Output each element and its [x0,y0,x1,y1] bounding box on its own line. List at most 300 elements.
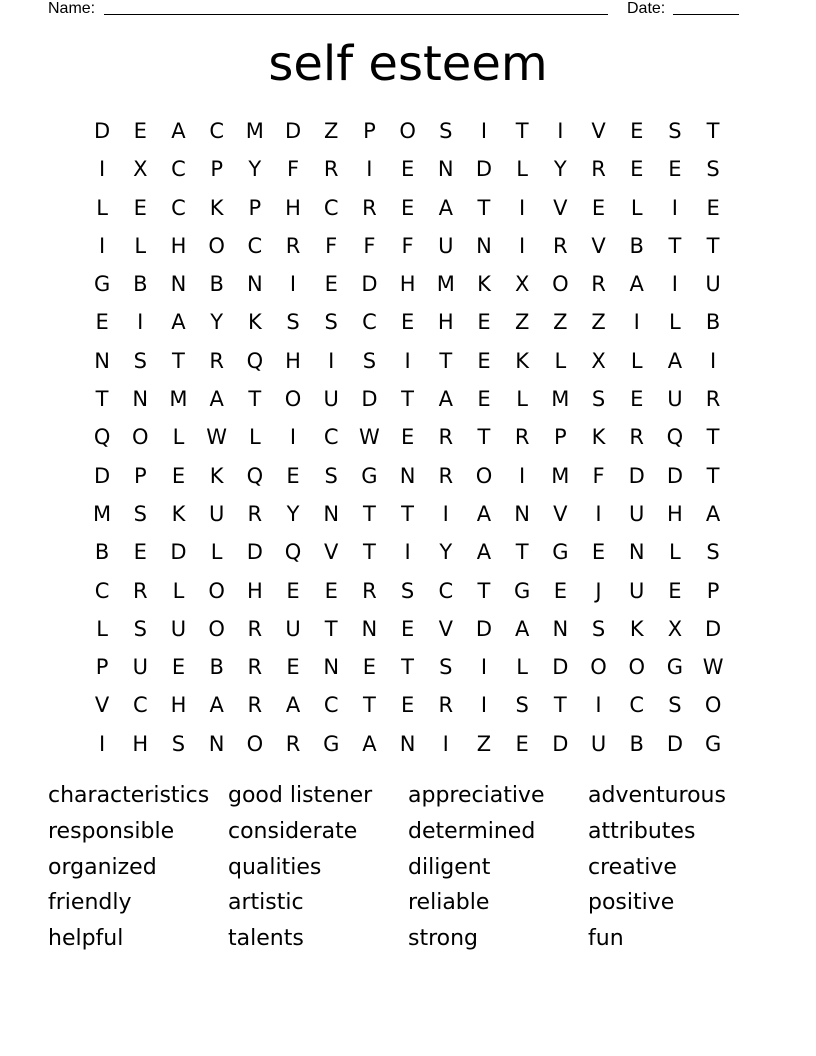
grid-letter: V [438,616,453,641]
grid-letter: M [551,387,570,412]
grid-letter: G [323,731,340,756]
grid-letter: N [514,501,531,526]
grid-letter: C [323,693,339,718]
grid-row [83,686,733,724]
grid-letter: W [359,425,380,450]
grid-letter: Y [286,501,300,526]
grid-letter: S [133,616,147,641]
grid-letter: B [629,731,644,756]
grid-letter: I [519,233,526,258]
grid-letter: E [668,157,682,182]
word-bank-item: positive [588,890,675,916]
grid-letter: S [515,693,529,718]
grid-letter: O [628,655,645,680]
grid-letter: S [133,348,147,373]
grid-letter: Y [439,540,453,565]
grid-letter: H [170,233,187,258]
grid-letter: C [171,157,186,182]
grid-letter: M [169,387,188,412]
word-bank-item: talents [228,926,304,952]
grid-letter: O [590,655,607,680]
grid-letter: I [557,119,564,143]
grid-letter: T [706,425,720,450]
grid-letter: U [590,731,607,756]
name-blank-line [104,14,608,15]
grid-letter: H [399,272,416,297]
grid-row [83,418,733,456]
grid-letter: I [633,310,640,335]
grid-row [83,457,733,495]
grid-letter: N [361,616,378,641]
grid-letter: H [132,731,149,756]
grid-letter: D [94,119,111,143]
grid-letter: T [706,463,720,488]
grid-letter: B [94,540,110,565]
grid-letter: K [477,272,491,297]
grid-letter: E [477,387,491,412]
puzzle-title: self esteem [268,36,548,92]
grid-letter: F [325,233,338,258]
grid-letter: K [247,310,262,335]
grid-letter: F [363,233,376,258]
grid-letter: I [366,157,373,182]
grid-letter: S [668,119,682,143]
grid-letter: H [285,348,301,373]
grid-letter: G [514,578,531,603]
grid-letter: N [552,616,569,641]
grid-letter: L [210,540,223,565]
grid-letter: L [630,348,643,373]
grid-letter: E [477,310,491,335]
grid-letter: E [706,195,720,220]
date-blank-line [673,14,739,15]
grid-letter: D [552,731,569,756]
grid-letter: U [629,578,645,603]
grid-letter: X [591,348,606,373]
grid-letter: R [514,425,530,450]
grid-letter: R [629,425,645,450]
grid-letter: L [96,616,108,641]
grid-letter: S [591,387,606,412]
grid-letter: D [705,616,722,641]
grid-row [83,189,733,227]
grid-letter: G [666,655,684,680]
grid-letter: V [553,501,568,526]
grid-letter: D [475,616,493,641]
grid-letter: R [553,233,568,258]
grid-letter: T [668,233,682,258]
grid-letter: S [324,463,338,488]
grid-letter: I [671,195,678,220]
grid-letter: D [361,272,378,297]
grid-row [83,265,733,303]
grid-letter: R [438,425,454,450]
grid-letter: J [595,578,602,603]
grid-letter: N [399,731,416,756]
grid-letter: O [284,387,302,412]
grid-letter: R [285,731,301,756]
grid-letter: D [666,731,683,756]
grid-letter: D [552,655,569,680]
grid-letter: N [323,501,340,526]
grid-letter: Q [284,540,302,565]
grid-letter: S [286,310,300,335]
grid-letter: C [323,425,339,450]
grid-letter: D [628,463,645,488]
grid-letter: S [591,616,606,641]
grid-letter: C [132,693,148,718]
grid-letter: A [667,348,683,373]
grid-letter: T [401,501,414,526]
grid-letter: F [286,157,300,182]
grid-letter: Z [591,310,606,335]
grid-letter: T [439,348,453,373]
grid-letter: L [669,310,681,335]
grid-letter: R [323,157,339,182]
grid-letter: I [289,425,297,450]
grid-letter: G [93,272,111,297]
grid-letter: M [436,272,455,297]
grid-letter: C [323,195,339,220]
grid-letter: I [328,348,335,373]
grid-letter: R [438,693,454,718]
grid-letter: K [209,463,224,488]
grid-letter: S [400,578,415,603]
grid-letter: F [401,233,414,258]
grid-letter: S [133,501,147,526]
word-bank-item: strong [408,926,479,952]
grid-letter: I [709,348,717,373]
grid-letter: V [591,119,606,143]
grid-letter: U [323,387,339,412]
grid-letter: B [133,272,148,297]
grid-letter: O [704,693,722,718]
grid-letter: E [400,310,415,335]
grid-row [83,610,733,648]
grid-letter: I [289,272,297,297]
grid-letter: N [246,272,263,297]
grid-letter: G [704,731,722,756]
grid-letter: S [706,157,720,182]
grid-letter: W [702,655,724,680]
grid-letter: E [95,310,109,335]
grid-letter: L [554,348,567,373]
grid-letter: P [363,119,376,143]
grid-letter: K [209,195,224,220]
grid-letter: L [134,233,147,258]
grid-letter: I [519,463,526,488]
grid-row [83,342,733,380]
grid-letter: W [206,425,228,450]
grid-letter: U [285,616,301,641]
grid-letter: I [480,119,488,143]
word-bank-item: good listener [228,783,373,808]
grid-row [83,533,733,571]
grid-letter: H [170,693,187,718]
grid-letter: A [285,693,301,718]
grid-letter: I [442,501,449,526]
grid-letter: E [400,616,415,641]
grid-letter: A [209,693,224,718]
grid-letter: L [96,195,108,220]
word-bank-item: creative [588,854,677,880]
grid-letter: U [132,655,148,680]
grid-letter: T [172,348,185,373]
grid-row [83,150,733,188]
grid-letter: C [94,578,110,603]
grid-row [83,572,733,610]
grid-letter: T [362,540,376,565]
grid-letter: S [668,693,682,718]
grid-letter: E [515,731,529,756]
grid-letter: G [552,540,569,565]
grid-letter: L [516,655,528,680]
grid-letter: R [247,616,263,641]
grid-letter: R [362,578,377,603]
grid-letter: N [208,731,225,756]
grid-letter: I [98,157,106,182]
grid-letter: A [629,272,644,297]
grid-letter: S [439,655,453,680]
grid-letter: A [705,501,721,526]
grid-letter: E [133,119,147,143]
grid-letter: R [591,157,606,182]
grid-letter: G [361,463,378,488]
grid-letter: T [95,387,109,412]
grid-letter: N [437,157,454,182]
word-bank-item: organized [48,854,157,880]
grid-letter: E [324,272,338,297]
grid-letter: H [246,578,263,603]
grid-letter: D [94,463,111,488]
grid-letter: T [248,387,262,412]
grid-letter: K [629,616,644,641]
grid-letter: E [133,540,147,565]
grid-letter: E [591,195,606,220]
grid-letter: B [209,272,224,297]
word-bank [48,780,768,959]
grid-letter: E [171,463,186,488]
grid-letter: B [705,310,721,335]
grid-letter: Z [553,310,568,335]
grid-letter: E [477,348,491,373]
grid-letter: Q [246,348,264,373]
grid-letter: H [667,501,683,526]
grid-letter: M [245,119,264,143]
word-bank-item: helpful [48,926,124,952]
grid-letter: E [630,157,644,182]
grid-letter: R [438,463,454,488]
grid-row [83,495,733,533]
grid-letter: S [439,119,453,143]
grid-letter: X [514,272,530,297]
grid-letter: N [628,540,645,565]
grid-letter: R [247,655,263,680]
grid-letter: D [246,540,263,565]
grid-letter: Y [210,310,224,335]
word-bank-item: reliable [408,890,490,916]
grid-letter: A [438,387,453,412]
grid-letter: F [592,463,605,488]
grid-letter: R [247,501,263,526]
grid-letter: T [401,387,414,412]
grid-letter: I [404,348,411,373]
grid-letter: L [630,195,643,220]
grid-letter: O [132,425,149,450]
grid-letter: E [324,578,338,603]
grid-letter: B [629,233,644,258]
grid-letter: Z [476,731,492,756]
grid-letter: I [595,693,602,718]
grid-row [83,648,733,686]
grid-letter: D [475,157,493,182]
grid-letter: E [400,195,415,220]
grid-letter: Q [93,425,111,450]
grid-letter: E [286,463,300,488]
grid-letter: L [516,387,528,412]
grid-letter: C [629,693,645,718]
grid-letter: N [94,348,110,373]
grid-letter: Q [246,463,264,488]
grid-letter: L [172,425,185,450]
grid-letter: D [170,540,187,565]
grid-letter: A [438,195,453,220]
grid-letter: I [480,693,488,718]
grid-letter: A [209,387,224,412]
grid-letter: T [477,578,491,603]
header [48,0,748,20]
grid-letter: E [286,578,300,603]
grid-letter: N [399,463,416,488]
grid-letter: R [362,195,377,220]
grid-letter: L [669,540,681,565]
grid-letter: T [477,195,491,220]
grid-row [83,303,733,341]
grid-letter: I [442,731,449,756]
grid-letter: I [519,195,526,220]
grid-letter: I [595,501,602,526]
word-bank-item: qualities [228,854,322,880]
grid-letter: P [95,655,109,680]
grid-letter: O [399,119,416,143]
word-bank-item: fun [588,926,624,952]
grid-letter: T [477,425,491,450]
grid-letter: E [630,387,644,412]
grid-letter: A [362,731,377,756]
grid-letter: Y [248,157,262,182]
grid-letter: V [94,693,110,718]
word-bank-item: characteristics [48,783,210,808]
grid-letter: Z [324,119,339,143]
grid-letter: E [286,655,300,680]
grid-letter: D [284,119,302,143]
grid-letter: C [438,578,454,603]
grid-letter: R [705,387,721,412]
grid-row [83,227,733,265]
grid-letter: D [666,463,683,488]
grid-letter: B [209,655,224,680]
grid-row [83,725,733,763]
word-bank-item: diligent [408,854,491,880]
grid-letter: E [668,578,682,603]
grid-letter: K [515,348,530,373]
grid-letter: T [362,693,376,718]
grid-letter: D [361,387,378,412]
grid-letter: V [591,233,606,258]
grid-letter: U [438,233,454,258]
grid-letter: Y [553,157,567,182]
grid-letter: T [706,119,720,143]
grid-letter: O [208,578,225,603]
word-bank-item: considerate [228,818,358,844]
grid-letter: E [630,119,644,143]
grid-letter: V [324,540,339,565]
grid-letter: R [285,233,301,258]
grid-letter: P [706,578,720,603]
word-bank-item: attributes [588,818,696,844]
grid-letter: L [172,578,185,603]
grid-letter: I [404,540,411,565]
grid-letter: C [209,119,224,143]
grid-letter: T [515,540,529,565]
grid-letter: E [553,578,567,603]
grid-letter: A [476,540,492,565]
grid-letter: R [209,348,224,373]
grid-letter: I [480,655,488,680]
grid-letter: O [246,731,264,756]
word-bank-item: friendly [48,890,132,916]
grid-letter: S [324,310,338,335]
grid-letter: S [171,731,186,756]
grid-letter: E [591,540,606,565]
grid-letter: H [437,310,454,335]
grid-letter: E [400,693,415,718]
grid-letter: K [171,501,186,526]
grid-letter: A [171,119,186,143]
grid-letter: I [98,731,106,756]
grid-letter: T [324,616,338,641]
grid-letter: U [629,501,645,526]
grid-letter: N [476,233,492,258]
word-bank-item: responsible [48,818,175,844]
grid-letter: O [208,616,225,641]
grid-letter: U [667,387,683,412]
grid-letter: I [98,233,106,258]
grid-letter: Q [666,425,684,450]
grid-letter: R [591,272,606,297]
grid-letter: P [248,195,262,220]
grid-letter: L [248,425,261,450]
grid-letter: R [132,578,148,603]
grid-letter: E [400,425,415,450]
word-bank-item: artistic [228,890,304,916]
grid-letter: U [705,272,721,297]
grid-letter: A [476,501,492,526]
grid-letter: M [93,501,112,526]
grid-letter: V [553,195,568,220]
grid-letter: N [323,655,340,680]
grid-letter: X [133,157,148,182]
grid-row [83,380,733,418]
grid-letter: S [706,540,720,565]
grid-letter: I [137,310,144,335]
grid-letter: L [516,157,528,182]
name-label: Name: [48,0,96,17]
date-label: Date: [627,0,666,17]
word-bank-item: adventurous [588,783,726,808]
grid-letter: C [171,195,186,220]
grid-letter: C [247,233,263,258]
